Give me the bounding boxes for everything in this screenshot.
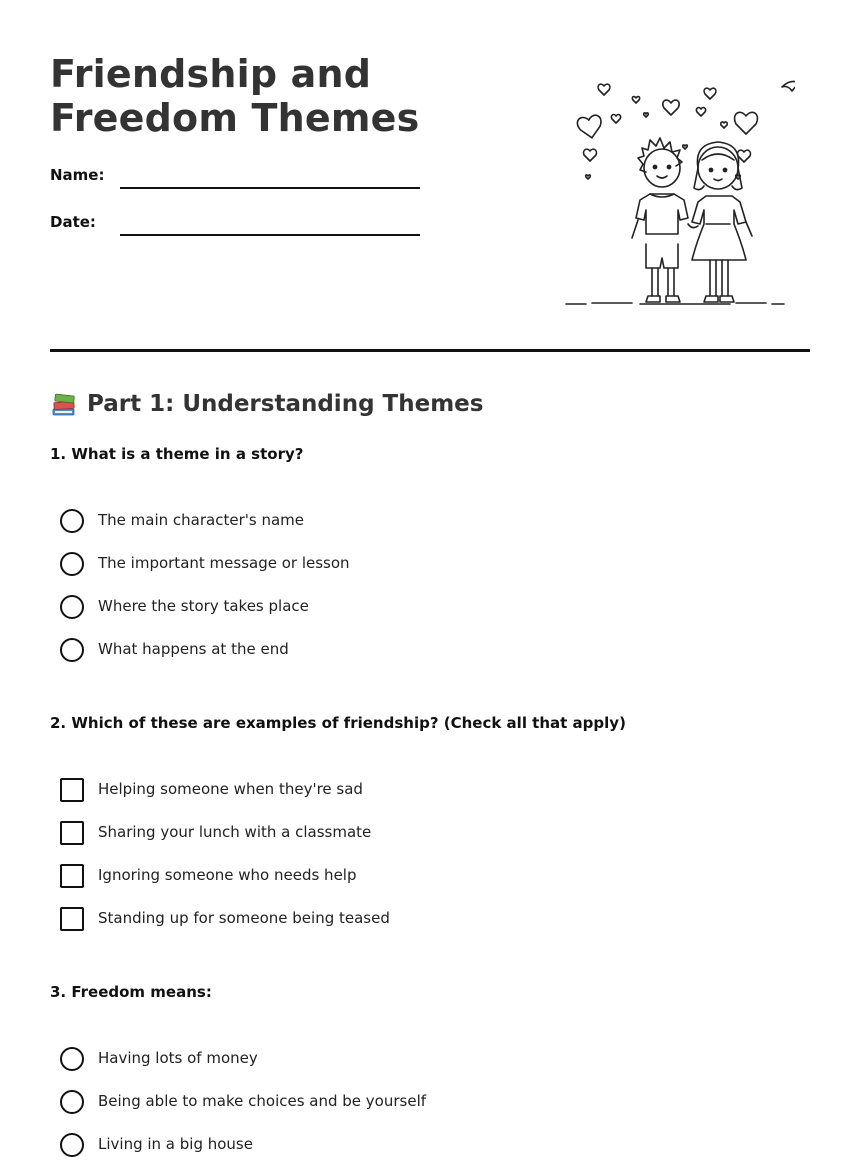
checkbox-option[interactable] (60, 861, 390, 904)
part1-title: Part 1: Understanding Themes (87, 391, 484, 417)
boy-figure (632, 138, 688, 302)
radio-button[interactable] (60, 509, 84, 533)
ground-line (566, 303, 784, 304)
question-3 (50, 982, 810, 1153)
girl-figure (692, 142, 752, 302)
radio-button[interactable] (60, 1133, 84, 1157)
radio-option[interactable] (60, 1130, 426, 1173)
bird-icon (782, 79, 795, 91)
radio-button[interactable] (60, 638, 84, 662)
name-line[interactable] (120, 187, 420, 189)
name-field[interactable] (50, 162, 430, 192)
question-2 (50, 713, 810, 927)
option-label: Being able to make choices and be yourself (98, 1092, 427, 1110)
option-label: The important message or lesson (98, 554, 350, 572)
option-label: Ignoring someone who needs help (98, 866, 357, 884)
worksheet-title: Friendship and Freedom Themes (50, 52, 420, 140)
checkbox[interactable] (60, 778, 84, 802)
radio-option[interactable] (60, 635, 350, 678)
option-label: Sharing your lunch with a classmate (98, 823, 372, 841)
date-line[interactable] (120, 234, 420, 236)
question-1-text: 1. What is a theme in a story? (50, 445, 304, 463)
held-hands (688, 224, 698, 228)
question-3-text: 3. Freedom means: (50, 983, 212, 1001)
children-holding-hands-icon (560, 72, 795, 312)
checkbox-option[interactable] (60, 775, 390, 818)
option-label: What happens at the end (98, 640, 289, 658)
radio-option[interactable] (60, 592, 350, 635)
question-1 (50, 444, 810, 658)
radio-option[interactable] (60, 549, 350, 592)
radio-option[interactable] (60, 1087, 426, 1130)
books-icon (50, 391, 77, 418)
option-label: The main character's name (98, 511, 304, 529)
worksheet-page (50, 0, 810, 1153)
checkbox-option[interactable] (60, 904, 390, 947)
radio-button[interactable] (60, 595, 84, 619)
question-2-text: 2. Which of these are examples of friendship? (Check all that apply) (50, 714, 626, 732)
option-label: Helping someone when they're sad (98, 780, 363, 798)
radio-option[interactable] (60, 1044, 426, 1087)
heart-icon (576, 84, 757, 179)
option-label: Living in a big house (98, 1135, 253, 1153)
option-label: Standing up for someone being teased (98, 909, 390, 927)
part1-heading (50, 388, 483, 420)
question-3-options (60, 1044, 426, 1173)
option-label: Where the story takes place (98, 597, 309, 615)
question-2-options (60, 775, 390, 947)
worksheet-header (50, 0, 810, 352)
name-label: Name: (50, 166, 105, 184)
option-label: Having lots of money (98, 1049, 258, 1067)
checkbox-option[interactable] (60, 818, 390, 861)
checkbox[interactable] (60, 821, 84, 845)
checkbox[interactable] (60, 864, 84, 888)
question-1-options (60, 506, 350, 678)
radio-button[interactable] (60, 1047, 84, 1071)
radio-option[interactable] (60, 506, 350, 549)
date-label: Date: (50, 213, 96, 231)
header-divider (50, 349, 810, 352)
radio-button[interactable] (60, 552, 84, 576)
checkbox[interactable] (60, 907, 84, 931)
date-field[interactable] (50, 209, 430, 239)
radio-button[interactable] (60, 1090, 84, 1114)
